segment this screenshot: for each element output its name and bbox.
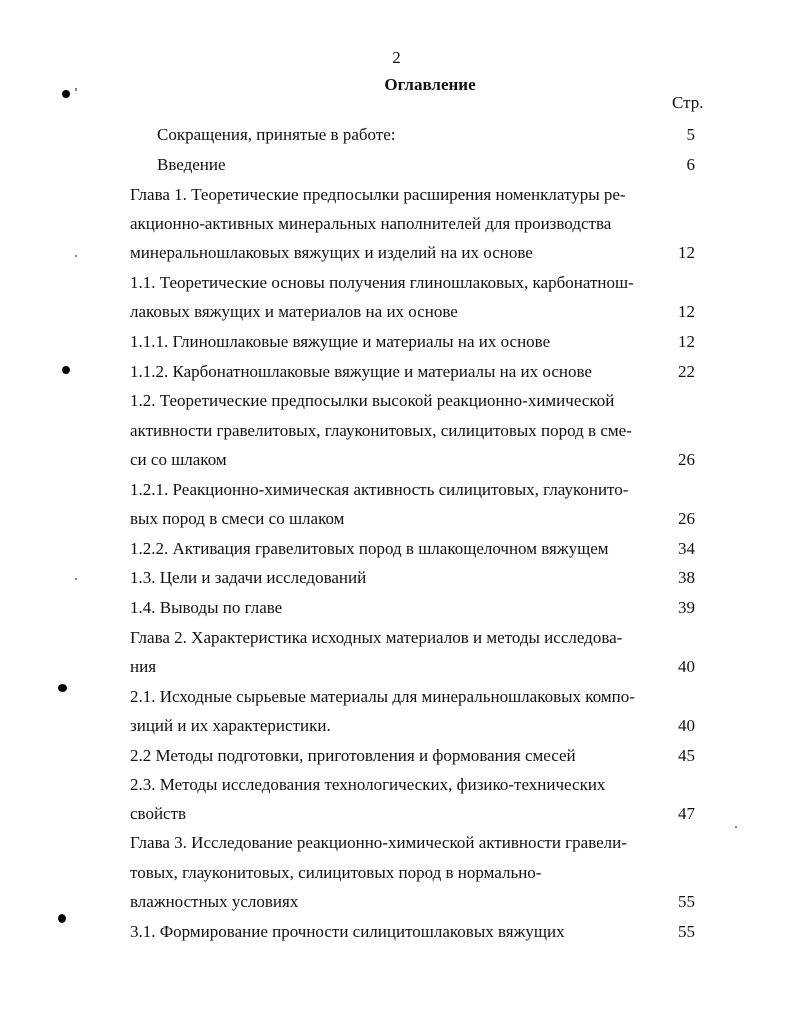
toc-entry-line: 1.2. Теоретические предпосылки высокой реакционно-химической — [130, 391, 615, 410]
toc-page-number: 39 — [678, 598, 695, 617]
scan-speck — [58, 914, 66, 923]
toc-entry-line: зиций и их характеристики. — [130, 716, 331, 735]
toc-page-number: 55 — [678, 892, 695, 911]
toc-entry-line: акционно-активных минеральных наполнителей для производства — [130, 214, 612, 233]
toc-page-number: 26 — [678, 450, 695, 469]
toc-page-number: 45 — [678, 746, 695, 765]
scan-speck — [62, 366, 70, 374]
page-number: 2 — [392, 48, 401, 67]
toc-entry-line: активности гравелитовых, глауконитовых, силицитовых пород в сме- — [130, 421, 632, 440]
toc-page-number: 6 — [686, 155, 695, 174]
toc-page-number: 38 — [678, 568, 695, 587]
page-title: Оглавление — [384, 75, 476, 94]
toc-entry-line: Глава 3. Исследование реакционно-химической активности гравели- — [130, 833, 627, 852]
scan-speck — [62, 90, 70, 98]
toc-entry-line: 1.2.2. Активация гравелитовых пород в шлакощелочном вяжущем — [130, 539, 609, 558]
scan-mark — [75, 578, 77, 580]
scan-mark — [75, 88, 77, 91]
toc-entry-line: минеральношлаковых вяжущих и изделий на их основе — [130, 243, 533, 262]
toc-entry-line: 1.1.1. Глиношлаковые вяжущие и материалы на их основе — [130, 332, 551, 351]
scan-speck — [58, 684, 67, 692]
toc-entry-line: Введение — [157, 155, 226, 174]
toc-entry-line: 1.4. Выводы по главе — [130, 598, 283, 617]
toc-entry-line: 1.1.2. Карбонатношлаковые вяжущие и материалы на их основе — [130, 362, 592, 381]
toc-page-number: 5 — [686, 125, 695, 144]
toc-entry-line: си со шлаком — [130, 450, 227, 469]
toc-entry-line: ния — [130, 657, 157, 676]
toc-page-number: 47 — [678, 804, 695, 823]
toc-entry-line: 2.1. Исходные сырьевые материалы для минеральношлаковых компо- — [130, 687, 635, 706]
scan-mark — [735, 826, 737, 828]
toc-page-number: 12 — [678, 332, 695, 351]
toc-entry-line: 1.3. Цели и задачи исследований — [130, 568, 367, 587]
toc-entry-line: свойств — [130, 804, 187, 823]
toc-page-number: 40 — [678, 716, 695, 735]
scan-mark — [75, 255, 77, 257]
toc-page-number: 12 — [678, 302, 695, 321]
toc-page-number: 40 — [678, 657, 695, 676]
toc-entry-line: Глава 2. Характеристика исходных материалов и методы исследова- — [130, 628, 623, 647]
toc-page-number: 26 — [678, 509, 695, 528]
toc-entry-line: товых, глауконитовых, силицитовых пород в нормально- — [130, 863, 542, 882]
toc-page-number: 12 — [678, 243, 695, 262]
toc-page-number: 55 — [678, 922, 695, 941]
toc-entry-line: влажностных условиях — [130, 892, 299, 911]
toc-entry-line: лаковых вяжущих и материалов на их основе — [130, 302, 458, 321]
toc-entry-line: Сокращения, принятые в работе: — [157, 125, 396, 144]
toc-page-number: 34 — [678, 539, 695, 558]
toc-entry-line: 3.1. Формирование прочности силицитошлаковых вяжущих — [130, 922, 565, 941]
toc-entry-line: 2.3. Методы исследования технологических, физико-технических — [130, 775, 606, 794]
toc-entry-line: 1.1. Теоретические основы получения глиношлаковых, карбонатнош- — [130, 273, 634, 292]
toc-entry-line: вых пород в смеси со шлаком — [130, 509, 345, 528]
toc-entry-line: Глава 1. Теоретические предпосылки расширения номенклатуры ре- — [130, 185, 626, 204]
toc-entry-line: 2.2 Методы подготовки, приготовления и формования смесей — [130, 746, 576, 765]
toc-entry-line: 1.2.1. Реакционно-химическая активность силицитовых, глауконито- — [130, 480, 629, 499]
toc-page-number: 22 — [678, 362, 695, 381]
page-column-header: Стр. — [672, 93, 704, 112]
